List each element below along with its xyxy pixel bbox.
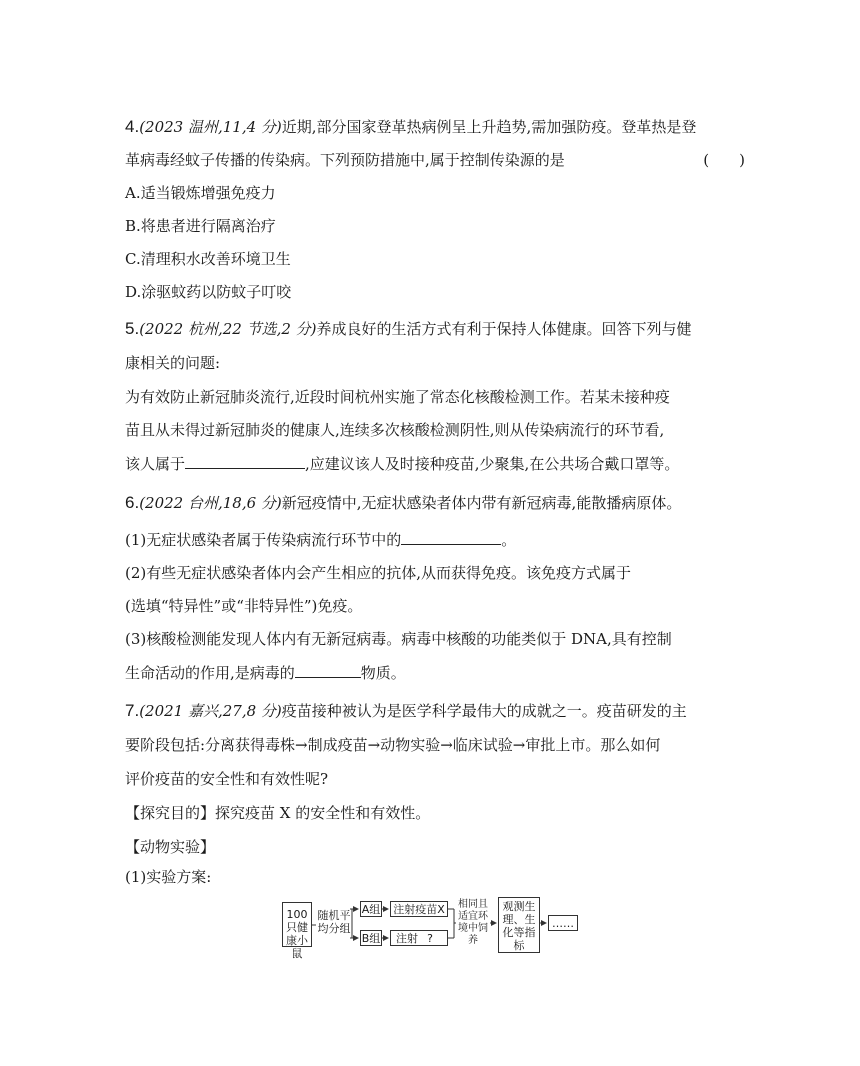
- q5-text-post: ,应建议该人及时接种疫苗,少聚集,在公共场合戴口罩等。: [305, 455, 680, 473]
- q4-stem-2: 革病毒经蚊子传播的传染病。下列预防措施中,属于控制传染源的是: [125, 151, 565, 169]
- q5-line-4: 苗且从未得过新冠肺炎的健康人,连续多次核酸检测阴性,则从传染病流行的环节看,: [125, 421, 665, 439]
- q7-number: 7.: [125, 701, 140, 720]
- q7-purpose: 【探究目的】探究疫苗 X 的安全性和有效性。: [125, 804, 431, 822]
- experiment-diagram: [282, 895, 582, 960]
- unknown-blank: ?: [418, 932, 442, 946]
- q7-plan-label: (1)实验方案:: [125, 868, 212, 886]
- q5-source: (2022 杭州,22 节选,2 分): [139, 320, 317, 338]
- inject-unknown-box: [390, 930, 448, 946]
- q7-source: (2021 嘉兴,27,8 分): [139, 702, 282, 720]
- q7-animal-heading: 【动物实验】: [125, 838, 216, 856]
- q5-text-pre: 该人属于: [125, 455, 186, 473]
- q4-line-1: [125, 116, 745, 138]
- q7-stem-1: 疫苗接种被认为是医学科学最伟大的成就之一。疫苗研发的主: [281, 702, 687, 720]
- group-b-box: B组: [361, 932, 381, 945]
- q5-line-1: [125, 318, 745, 340]
- q6-p1-pre: (1)无症状感染者属于传染病流行环节中的: [125, 531, 402, 549]
- q5-stem-1: 养成良好的生活方式有利于保持人体健康。回答下列与健: [316, 320, 692, 338]
- q6-stem: 新冠疫情中,无症状感染者体内带有新冠病毒,能散播病原体。: [281, 494, 682, 512]
- q6-p3-pre: 生命活动的作用,是病毒的: [125, 664, 295, 682]
- q6-p3-post: 物质。: [360, 664, 406, 682]
- q6-part-1: [125, 528, 745, 551]
- q6-line-1: [125, 492, 745, 514]
- rearing-label: 相同且适宜环境中饲养: [458, 899, 488, 946]
- observe-box: 观测生理、生化等指标: [498, 897, 540, 953]
- q4-stem-1: 近期,部分国家登革热病例呈上升趋势,需加强防疫。登革热是登: [281, 118, 697, 136]
- q4-option-c: C.清理积水改善环境卫生: [125, 250, 291, 268]
- q7-line-1: [125, 700, 745, 722]
- q4-source: (2023 温州,11,4 分): [139, 118, 282, 136]
- q5-line-3: 为有效防止新冠肺炎流行,近段时间杭州实施了常态化核酸检测工作。若某未接种疫: [125, 388, 670, 406]
- q4-line-2: [125, 149, 745, 171]
- random-grouping-label: 随机平均分组: [317, 909, 351, 935]
- answer-bracket: ( ): [703, 151, 745, 169]
- q6-p1-post: 。: [501, 531, 517, 549]
- answer-blank[interactable]: [401, 528, 501, 545]
- q6-part-2-line-2: (选填“特异性”或“非特异性”)免疫。: [125, 597, 363, 615]
- group-a-box: A组: [361, 903, 381, 916]
- q6-part-3-line-2: [125, 661, 745, 684]
- q7-line-2: 要阶段包括:分离获得毒株→制成疫苗→动物实验→临床试验→审批上市。那么如何: [125, 736, 661, 754]
- q6-source: (2022 台州,18,6 分): [139, 494, 282, 512]
- q7-line-3: 评价疫苗的安全性和有效性呢?: [125, 770, 329, 788]
- answer-blank[interactable]: [295, 661, 361, 678]
- q6-part-3-line-1: (3)核酸检测能发现人体内有无新冠病毒。病毒中核酸的功能类似于 DNA,具有控制: [125, 630, 672, 648]
- q4-option-a: A.适当锻炼增强免疫力: [125, 184, 276, 202]
- q5-line-5: [125, 452, 745, 475]
- inject-label: 注射: [396, 932, 418, 945]
- q6-number: 6.: [125, 493, 140, 512]
- q6-part-2-line-1: (2)有些无症状感染者体内会产生相应的抗体,从而获得免疫。该免疫方式属于: [125, 564, 632, 582]
- q4-number: 4.: [125, 117, 140, 136]
- mice-box: 100只健康小鼠: [282, 902, 312, 947]
- inject-vaccine-box: 注射疫苗X: [390, 901, 448, 917]
- q4-option-b: B.将患者进行隔离治疗: [125, 217, 276, 235]
- answer-blank[interactable]: [185, 452, 305, 469]
- q5-line-2: 康相关的问题:: [125, 354, 221, 372]
- ellipsis-box: ……: [548, 915, 578, 931]
- q5-number: 5.: [125, 319, 140, 338]
- q4-option-d: D.涂驱蚊药以防蚊子叮咬: [125, 283, 292, 301]
